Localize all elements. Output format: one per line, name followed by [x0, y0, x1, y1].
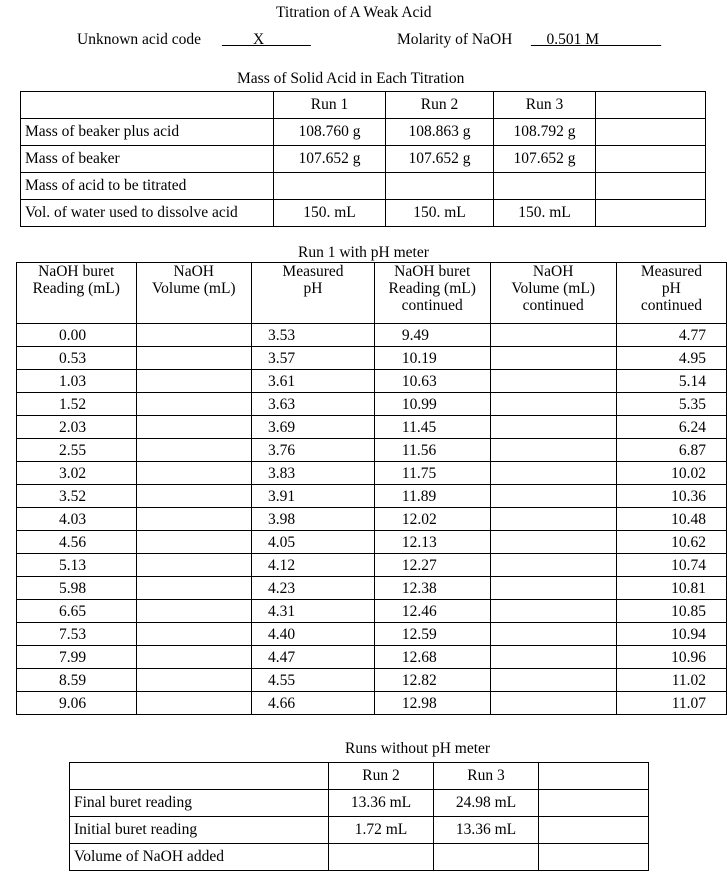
table-cell: [596, 200, 706, 227]
table-cell: [539, 844, 649, 871]
header-cell: Run 3: [434, 763, 539, 790]
table-row: [70, 790, 649, 817]
header-cell: Measured pH: [252, 263, 375, 324]
molarity-label: Molarity of NaOH: [397, 31, 513, 48]
table-cell: 3.98: [252, 508, 375, 531]
table-cell: [136, 600, 252, 623]
table-cell: [490, 347, 616, 370]
header-cell: Run 1: [274, 92, 386, 119]
table-row: [17, 554, 727, 577]
table-cell: [490, 669, 616, 692]
table-cell: 3.02: [17, 462, 137, 485]
table-row: [17, 462, 727, 485]
table-row: [21, 146, 706, 173]
table-cell: 4.05: [252, 531, 375, 554]
table-cell: 4.12: [252, 554, 375, 577]
mass-table: [20, 91, 706, 227]
table-cell: 12.82: [374, 669, 490, 692]
table-row: [17, 646, 727, 669]
header-cell: NaOH Volume (mL): [136, 263, 252, 324]
table-cell: 5.98: [17, 577, 137, 600]
table-cell: [274, 173, 386, 200]
table-cell: 0.00: [17, 324, 137, 347]
table-row: [17, 439, 727, 462]
table-cell: 4.31: [252, 600, 375, 623]
table-row: [70, 817, 649, 844]
table-cell: [596, 146, 706, 173]
table-cell: [490, 508, 616, 531]
table-cell: 11.02: [616, 669, 726, 692]
table-cell: [539, 790, 649, 817]
header-cell: [70, 763, 329, 790]
table-cell: 108.792 g: [494, 119, 596, 146]
header-cell: NaOH Volume (mL) continued: [490, 263, 616, 324]
table-cell: 1.03: [17, 370, 137, 393]
table-cell: 10.63: [374, 370, 490, 393]
table-cell: 4.23: [252, 577, 375, 600]
unknown-acid-value: ____X______: [222, 31, 311, 48]
table-cell: 5.35: [616, 393, 726, 416]
table-cell: 107.652 g: [494, 146, 596, 173]
table-cell: 12.68: [374, 646, 490, 669]
table-cell: [136, 692, 252, 715]
table-cell: [490, 531, 616, 554]
table-cell: [490, 692, 616, 715]
table-row: [17, 370, 727, 393]
table-cell: [136, 623, 252, 646]
row-label: Mass of acid to be titrated: [21, 173, 274, 200]
table-cell: [490, 462, 616, 485]
table-cell: 9.49: [374, 324, 490, 347]
table-cell: 3.76: [252, 439, 375, 462]
header-cell: Measured pH continued: [616, 263, 726, 324]
table-row: [17, 416, 727, 439]
table-row: [17, 485, 727, 508]
row-label: Initial buret reading: [70, 817, 329, 844]
table-cell: [490, 370, 616, 393]
row-label: Volume of NaOH added: [70, 844, 329, 871]
table-row: [17, 669, 727, 692]
table-cell: 24.98 mL: [434, 790, 539, 817]
table-cell: 10.02: [616, 462, 726, 485]
table-cell: 4.40: [252, 623, 375, 646]
mass-table-title: Mass of Solid Acid in Each Titration: [237, 70, 465, 87]
table-cell: [136, 370, 252, 393]
table-row: [17, 531, 727, 554]
table-cell: 3.57: [252, 347, 375, 370]
row-label: Vol. of water used to dissolve acid: [21, 200, 274, 227]
table-cell: [136, 439, 252, 462]
table-cell: 12.02: [374, 508, 490, 531]
table-cell: 5.13: [17, 554, 137, 577]
header-cell: Run 2: [386, 92, 494, 119]
header-cell: [596, 92, 706, 119]
table-cell: 12.59: [374, 623, 490, 646]
table-row: [17, 393, 727, 416]
table-cell: [136, 577, 252, 600]
ph-table-header: [17, 263, 727, 324]
table-cell: [490, 623, 616, 646]
table-cell: [136, 324, 252, 347]
table-cell: 11.56: [374, 439, 490, 462]
table-cell: 3.83: [252, 462, 375, 485]
table-cell: 10.36: [616, 485, 726, 508]
table-row: [17, 508, 727, 531]
runs-table-title: Runs without pH meter: [345, 740, 491, 757]
table-cell: [136, 462, 252, 485]
mass-table-header: [21, 92, 706, 119]
table-cell: 108.863 g: [386, 119, 494, 146]
table-cell: [386, 173, 494, 200]
table-cell: 1.72 mL: [329, 817, 434, 844]
table-cell: 2.03: [17, 416, 137, 439]
row-label: Mass of beaker: [21, 146, 274, 173]
table-cell: [136, 508, 252, 531]
table-cell: 10.99: [374, 393, 490, 416]
table-row: [17, 692, 727, 715]
table-cell: 150. mL: [494, 200, 596, 227]
header-cell: NaOH buret Reading (mL) continued: [374, 263, 490, 324]
table-cell: [434, 844, 539, 871]
ph-table-title: Run 1 with pH meter: [298, 244, 429, 261]
table-cell: 107.652 g: [274, 146, 386, 173]
table-cell: 11.45: [374, 416, 490, 439]
table-cell: 13.36 mL: [329, 790, 434, 817]
page-title: Titration of A Weak Acid: [276, 4, 432, 21]
table-cell: 11.75: [374, 462, 490, 485]
table-cell: [596, 119, 706, 146]
table-cell: 9.06: [17, 692, 137, 715]
table-row: [21, 119, 706, 146]
table-cell: 10.48: [616, 508, 726, 531]
table-cell: 10.62: [616, 531, 726, 554]
table-cell: [490, 600, 616, 623]
table-cell: [539, 817, 649, 844]
runs-table-header: [70, 763, 649, 790]
table-cell: [136, 531, 252, 554]
table-cell: 3.53: [252, 324, 375, 347]
unknown-acid-label: Unknown acid code: [77, 31, 201, 48]
table-cell: 4.77: [616, 324, 726, 347]
table-cell: 12.13: [374, 531, 490, 554]
table-cell: 5.14: [616, 370, 726, 393]
table-cell: 11.07: [616, 692, 726, 715]
header-cell: [539, 763, 649, 790]
row-label: Mass of beaker plus acid: [21, 119, 274, 146]
table-cell: [490, 393, 616, 416]
table-cell: 10.94: [616, 623, 726, 646]
table-cell: 150. mL: [386, 200, 494, 227]
table-cell: 12.46: [374, 600, 490, 623]
header-cell: NaOH buret Reading (mL): [17, 263, 137, 324]
table-cell: 108.760 g: [274, 119, 386, 146]
table-cell: [136, 669, 252, 692]
table-cell: 6.87: [616, 439, 726, 462]
table-cell: [494, 173, 596, 200]
table-cell: 7.99: [17, 646, 137, 669]
table-cell: [490, 324, 616, 347]
ph-table: [16, 262, 727, 715]
table-cell: 4.56: [17, 531, 137, 554]
table-cell: [490, 646, 616, 669]
header-cell: Run 2: [329, 763, 434, 790]
table-row: [17, 600, 727, 623]
table-cell: 7.53: [17, 623, 137, 646]
table-cell: [596, 173, 706, 200]
table-cell: [490, 416, 616, 439]
table-cell: 12.38: [374, 577, 490, 600]
table-cell: 3.52: [17, 485, 137, 508]
table-cell: 3.91: [252, 485, 375, 508]
table-row: [17, 577, 727, 600]
table-cell: 10.96: [616, 646, 726, 669]
table-cell: 150. mL: [274, 200, 386, 227]
table-cell: 107.652 g: [386, 146, 494, 173]
table-cell: [490, 485, 616, 508]
table-cell: 3.61: [252, 370, 375, 393]
table-row: [70, 844, 649, 871]
table-cell: 2.55: [17, 439, 137, 462]
table-cell: 4.66: [252, 692, 375, 715]
table-row: [17, 623, 727, 646]
table-cell: 1.52: [17, 393, 137, 416]
table-cell: [490, 439, 616, 462]
table-cell: 10.19: [374, 347, 490, 370]
table-cell: [136, 416, 252, 439]
table-cell: [490, 577, 616, 600]
table-cell: [490, 554, 616, 577]
table-cell: 4.95: [616, 347, 726, 370]
table-cell: 8.59: [17, 669, 137, 692]
table-cell: 4.03: [17, 508, 137, 531]
table-cell: 13.36 mL: [434, 817, 539, 844]
table-row: [17, 324, 727, 347]
table-cell: [136, 554, 252, 577]
molarity-value: __0.501 M________: [531, 31, 662, 48]
table-cell: [136, 347, 252, 370]
table-cell: 11.89: [374, 485, 490, 508]
table-cell: 3.69: [252, 416, 375, 439]
header-cell: Run 3: [494, 92, 596, 119]
header-cell: [21, 92, 274, 119]
table-row: [17, 347, 727, 370]
table-row: [21, 200, 706, 227]
table-cell: 10.81: [616, 577, 726, 600]
table-cell: 4.47: [252, 646, 375, 669]
table-cell: 6.24: [616, 416, 726, 439]
table-cell: 6.65: [17, 600, 137, 623]
row-label: Final buret reading: [70, 790, 329, 817]
table-cell: [329, 844, 434, 871]
table-cell: 10.85: [616, 600, 726, 623]
table-cell: 0.53: [17, 347, 137, 370]
table-cell: 12.27: [374, 554, 490, 577]
table-cell: 4.55: [252, 669, 375, 692]
table-cell: [136, 646, 252, 669]
table-cell: [136, 485, 252, 508]
table-cell: [136, 393, 252, 416]
table-cell: 10.74: [616, 554, 726, 577]
runs-table: [69, 762, 649, 871]
table-cell: 3.63: [252, 393, 375, 416]
table-row: [21, 173, 706, 200]
table-cell: 12.98: [374, 692, 490, 715]
